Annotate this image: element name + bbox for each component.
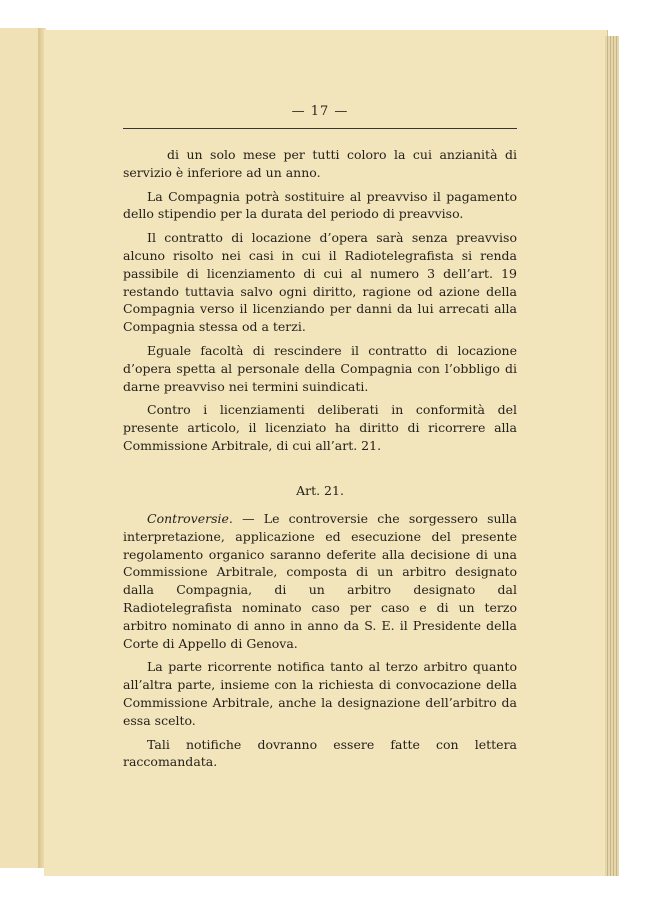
article-lead-paragraph [123,510,517,652]
body-text-top [123,146,517,455]
article-body [123,510,517,771]
paragraph-4: Eguale facoltà di rescindere il contratto di locazione d’opera spetta al personale della Compagnia con l’obbligo di darne preavviso nei termini suindicati. [123,342,517,394]
paragraph-3: Il contratto di locazione d’opera sarà senza preavviso alcuno risolto nei casi in cui il Radiotelegrafista si renda passibile di licenziamento di cui al numero 3 dell’art. 19 restando tuttavia salvo ogni diritto, ragione od azione della Compagnia verso il licenziando per danni da lui arrecati alla Compagnia stessa od a terzi. [123,230,517,335]
stacked-page-edges [605,36,619,876]
header-rule [123,128,517,129]
article-paragraph-2: La parte ricorrente notifica tanto al terzo arbitro quanto all’altra parte, insieme con la richiesta di convocazione della Commissione Arbitrale, anche la designazione dell’arbitro da essa scelto. [123,659,517,728]
article-lead-text: — Le controversie che sorgessero sulla interpretazione, applicazione ed esecuzione del presente regolamento organico saranno deferite alla decisione di una Commissione Arbitrale, composta di un arbitro designato dalla Compagnia, di un arbitro designato dal Radiotelegrafista nominato caso per caso e di un terzo arbitro nominato di anno in anno da S. E. il Presidente della Corte di Appello di Genova. [123,511,517,651]
paragraph-5: Contro i licenziamenti deliberati in conformità del presente articolo, il licenziato ha diritto di ricorrere alla Commissione Arbitrale, di cui all’art. 21. [123,402,517,453]
article-lead-title: Controversie. [147,511,233,526]
article-paragraph-3: Tali notifiche dovranno essere fatte con lettera raccomandata. [123,736,517,770]
previous-page-edge [0,28,41,868]
page-number: — 17 — [291,104,349,119]
article-heading: Art. 21. [296,483,344,498]
paragraph-2: La Compagnia potrà sostituire al preavviso il pagamento dello stipendio per la durata del periodo di preavviso. [123,188,517,222]
paragraph-1: di un solo mese per tutti coloro la cui anzianità di servizio è inferiore ad un anno. [123,147,517,180]
